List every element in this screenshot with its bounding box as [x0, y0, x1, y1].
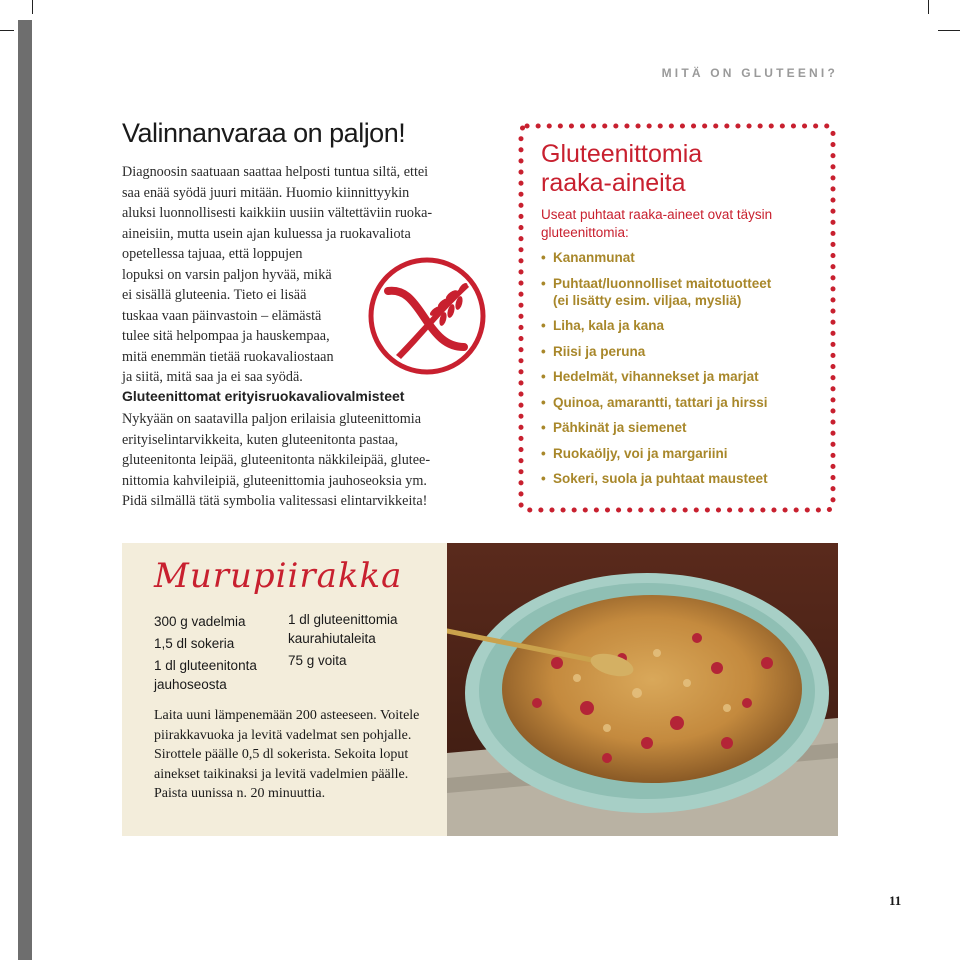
crop-mark [928, 0, 929, 14]
box-title-line: Gluteenittomia [541, 140, 703, 168]
running-head: MITÄ ON GLUTEENI? [661, 66, 838, 80]
crossed-grain-icon [366, 255, 488, 377]
paragraph-line: ei sisällä gluteenia. Tieto ei lisää [122, 287, 307, 303]
paragraph-line: Pidä silmällä tätä symbolia valitessasi elintarvikkeita! [122, 493, 428, 509]
paragraph-line: aineisiin, mutta usein ajan kuluessa ja ruokavaliota [122, 225, 411, 242]
crop-mark [0, 30, 14, 31]
paragraph-line: aluksi luonnollisesti kaikkiin uusiin vältettäviin ruoka- [122, 205, 433, 221]
list-item: • Puhtaat/luonnolliset maitotuotteet (ei lisätty esim. viljaa, mysliä) [541, 275, 773, 309]
crumble-pie-photo [447, 543, 838, 836]
paragraph-line: Nykyään on saatavilla paljon erilaisia gluteenittomia [122, 411, 422, 427]
list-item: • Liha, kala ja kana [541, 317, 773, 334]
page-title: Valinnanvaraa on paljon! [122, 118, 406, 148]
box-intro: Useat puhtaat raaka-aineet ovat täysin gluteenittomia: [541, 207, 773, 240]
crop-mark [32, 0, 33, 14]
page-number: 11 [889, 893, 902, 908]
ingredients-left [154, 612, 274, 697]
crop-mark [938, 30, 960, 31]
page-spine [18, 20, 32, 960]
ingredient: 300 g vadelmia [154, 614, 246, 629]
recipe-instructions: Laita uuni lämpenemään 200 asteeseen. Voitele piirakkavuoka ja levitä vadelmat sen pohjalle. Sirottele päälle 0,5 dl sokerista. Sekoita loput ainekset taikinaksi ja levitä vadelmien päälle. Paista uunissa n. 20 minuuttia. [154, 708, 420, 801]
ingredient: 1 dl gluteenittomia kaurahiutaleita [288, 612, 398, 646]
list-item: • Quinoa, amarantti, tattari ja hirssi [541, 394, 773, 411]
products-paragraph [122, 409, 480, 512]
paragraph-line: mitä enemmän tietää ruokavaliostaan [122, 348, 334, 365]
box-title-line: raaka-aineita [541, 169, 686, 197]
ingredient: 1 dl gluteenitonta jauhoseosta [154, 658, 257, 692]
paragraph-line: tuskaa vaan päinvastoin – elämästä [122, 307, 322, 324]
recipe-title: Murupiirakka [154, 556, 403, 596]
ingredient-list [541, 249, 773, 496]
ingredient: 1,5 dl sokeria [154, 636, 235, 651]
ingredients-right [288, 610, 438, 673]
paragraph-line: tulee sitä helpompaa ja hauskempaa, [122, 328, 330, 344]
list-item: • Riisi ja peruna [541, 343, 773, 360]
list-item: • Hedelmät, vihannekset ja marjat [541, 368, 773, 385]
paragraph-line: nittomia kahvileipiä, gluteenittomia jauhoseoksia ym. [122, 472, 427, 489]
paragraph-line: erityiselintarvikkeita, kuten gluteenitonta pastaa, [122, 431, 399, 448]
list-item: • Sokeri, suola ja puhtaat mausteet [541, 470, 773, 487]
paragraph-line: Diagnoosin saatuaan saattaa helposti tuntua siltä, ettei [122, 164, 429, 180]
box-title [541, 140, 702, 198]
list-item: • Pähkinät ja siemenet [541, 419, 773, 436]
paragraph-line: lopuksi on varsin paljon hyvää, mikä [122, 266, 332, 283]
paragraph-line: saa enää syödä juuri mitään. Huomio kiinnittyykin [122, 184, 410, 201]
list-item: • Kananmunat [541, 249, 773, 266]
paragraph-line: gluteenitonta leipää, gluteenitonta näkkileipää, glutee- [122, 452, 431, 468]
ingredient: 75 g voita [288, 653, 347, 668]
section-subheading: Gluteenittomat erityisruokavaliovalmisteet [122, 388, 405, 404]
paragraph-line: opetellessa tajuaa, että loppujen [122, 246, 303, 262]
list-item: • Ruokaöljy, voi ja margariini [541, 445, 773, 462]
paragraph-line: ja siitä, mitä saa ja ei saa syödä. [122, 369, 303, 385]
